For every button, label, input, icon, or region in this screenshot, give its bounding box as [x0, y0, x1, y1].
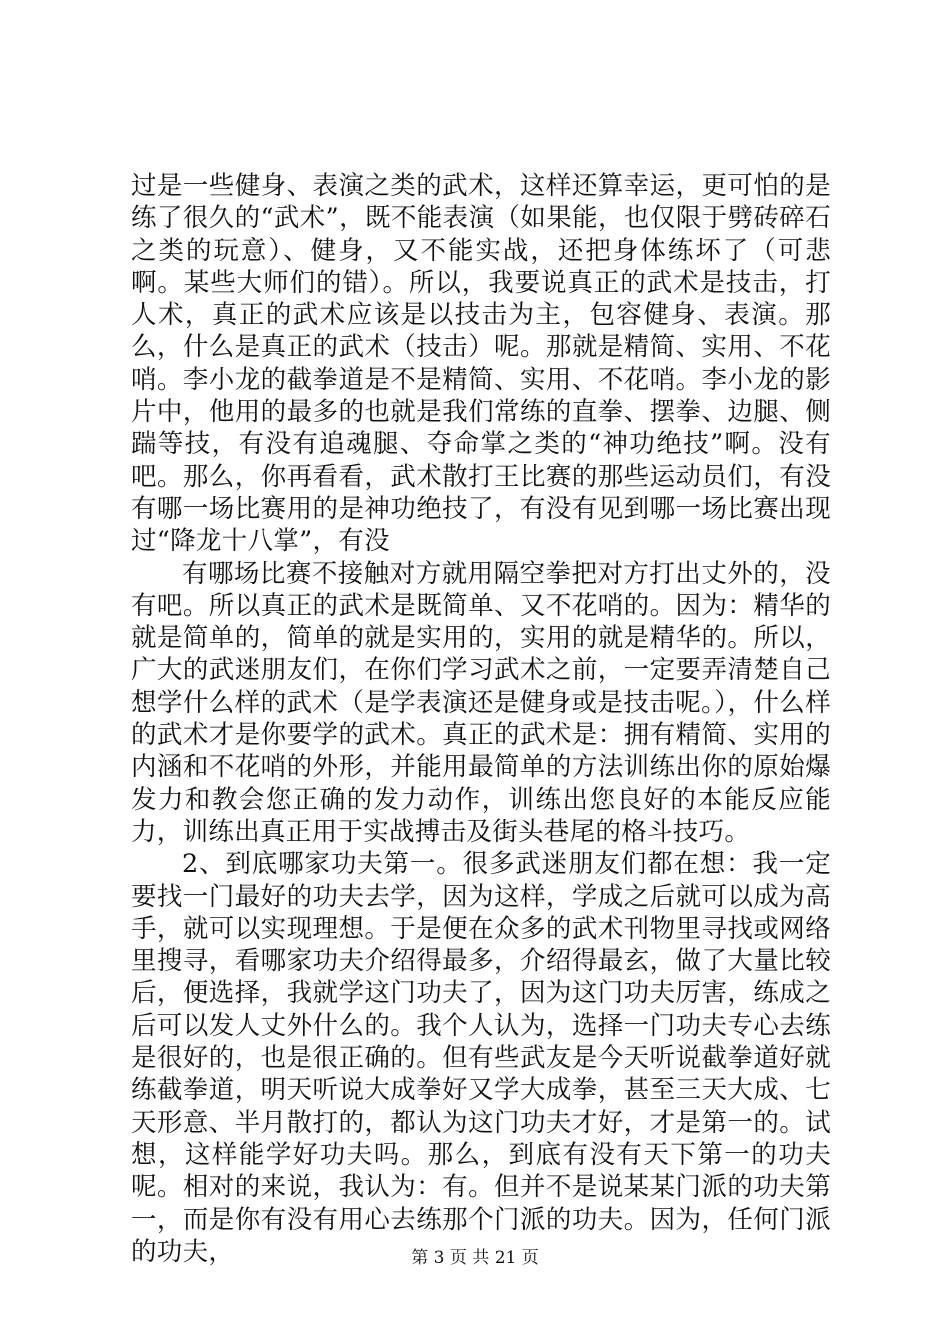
page-footer: 第 3 页 共 21 页: [411, 1248, 539, 1268]
paragraph-3: 2、到底哪家功夫第一。很多武迷朋友们都在想：我一定要找一门最好的功夫去学，因为这样，学成之后就可以成为高手，就可以实现理想。于是便在众多的武术刊物里寻找或网络里搜寻，看哪家功夫介绍得最多，介绍得最玄，做了大量比较后，便选择，我就学这门功夫了，因为这门功夫厉害，练成之后可以发人丈外什么的。我个人认为，选择一门功夫专心去练是很好的，也是很正确的。但有些武友是今天听说截拳道好就练截拳道，明天听说大成拳好又学大成拳，甚至三天大成、七天形意、半月散打的，都认为这门功夫才好，才是第一的。试想，这样能学好功夫吗。那么，到底有没有天下第一的功夫呢。相对的来说，我认为：有。但并不是说某某门派的功夫第一，而是你有没有用心去练那个门派的功夫。因为，任何门派的功夫，: [131, 849, 831, 1267]
paragraph-2: 有哪场比赛不接触对方就用隔空拳把对方打出丈外的，没有吧。所以真正的武术是既简单、又不花哨的。因为：精华的就是简单的，简单的就是实用的，实用的就是精华的。所以，广大的武迷朋友们，在你们学习武术之前，一定要弄清楚自己想学什么样的武术（是学表演还是健身或是技击呢。），什么样的武术才是你要学的武术。真正的武术是：拥有精简、实用的内涵和不花哨的外形，并能用最简单的方法训练出你的原始爆发力和教会您正确的发力动作，训练出您良好的本能反应能力，训练出真正用于实战搏击及街头巷尾的格斗技巧。: [131, 558, 831, 847]
paragraph-1: 过是一些健身、表演之类的武术，这样还算幸运，更可怕的是练了很久的“武术”，既不能表演（如果能，也仅限于劈砖碎石之类的玩意）、健身，又不能实战，还把身体练坏了（可悲啊。某些大师们的错）。所以，我要说真正的武术是技击，打人术，真正的武术应该是以技击为主，包容健身、表演。那么，什么是真正的武术（技击）呢。那就是精简、实用、不花哨。李小龙的截拳道是不是精简、实用、不花哨。李小龙的影片中，他用的最多的也就是我们常练的直拳、摆拳、边腿、侧踹等技，有没有追魂腿、夺命掌之类的“神功绝技”啊。没有吧。那么，你再看看，武术散打王比赛的那些运动员们，有没有哪一场比赛用的是神功绝技了，有没有见到哪一场比赛出现过“降龙十八掌”，有没: [131, 171, 831, 557]
document-body: [131, 170, 831, 1268]
